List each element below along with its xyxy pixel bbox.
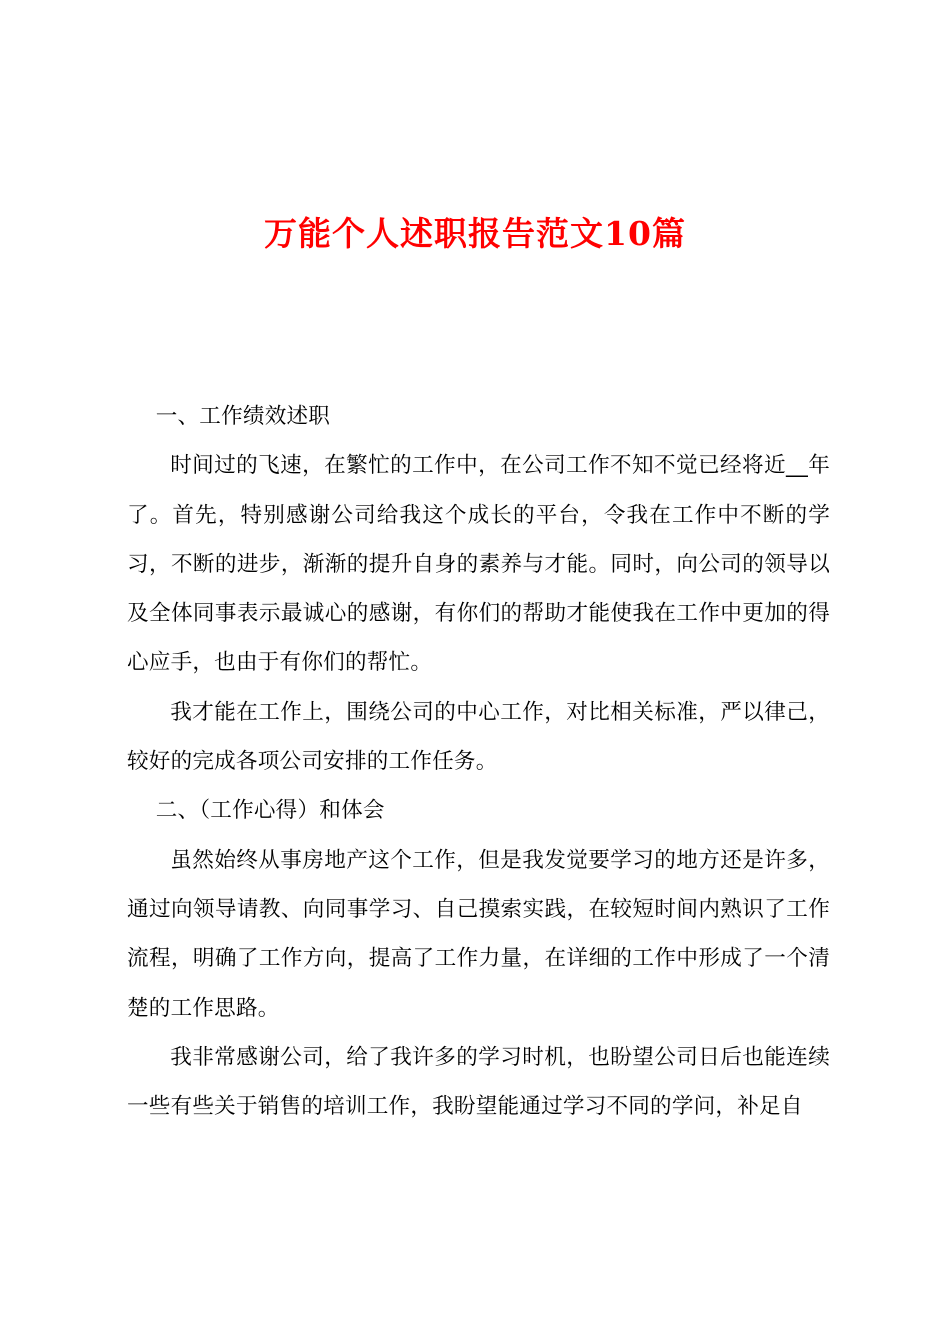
body-paragraph: 我非常感谢公司，给了我许多的学习时机，也盼望公司日后也能连续一些有些关于销售的培训工作，我盼望能通过学习不同的学问，补足自: [127, 1044, 830, 1120]
document-body: [127, 392, 830, 1131]
body-paragraph: 虽然始终从事房地产这个工作，但是我发觉要学习的地方还是许多，通过向领导请教、向同事学习、自己摸索实践，在较短时间内熟识了工作流程，明确了工作方向，提高了工作力量，在详细的工作中形成了一个清楚的工作思路。: [127, 847, 830, 1021]
document-title: 万能个人述职报告范文10篇: [264, 214, 686, 253]
body-paragraph: 时间过的飞速，在繁忙的工作中，在公司工作不知不觉已经将近__年了。首先，特别感谢公司给我这个成长的平台，令我在工作中不断的学习，不断的进步，渐渐的提升自身的素养与才能。同时，向公司的领导以及全体同事表示最诚心的感谢，有你们的帮助才能使我在工作中更加的得心应手，也由于有你们的帮忙。: [127, 453, 830, 676]
section-heading: 二、（工作心得）和体会: [155, 798, 385, 824]
section-heading: 一、工作绩效述职: [155, 404, 331, 429]
body-paragraph: 我才能在工作上，围绕公司的中心工作，对比相关标准，严以律己，较好的完成各项公司安排的工作任务。: [127, 699, 830, 775]
